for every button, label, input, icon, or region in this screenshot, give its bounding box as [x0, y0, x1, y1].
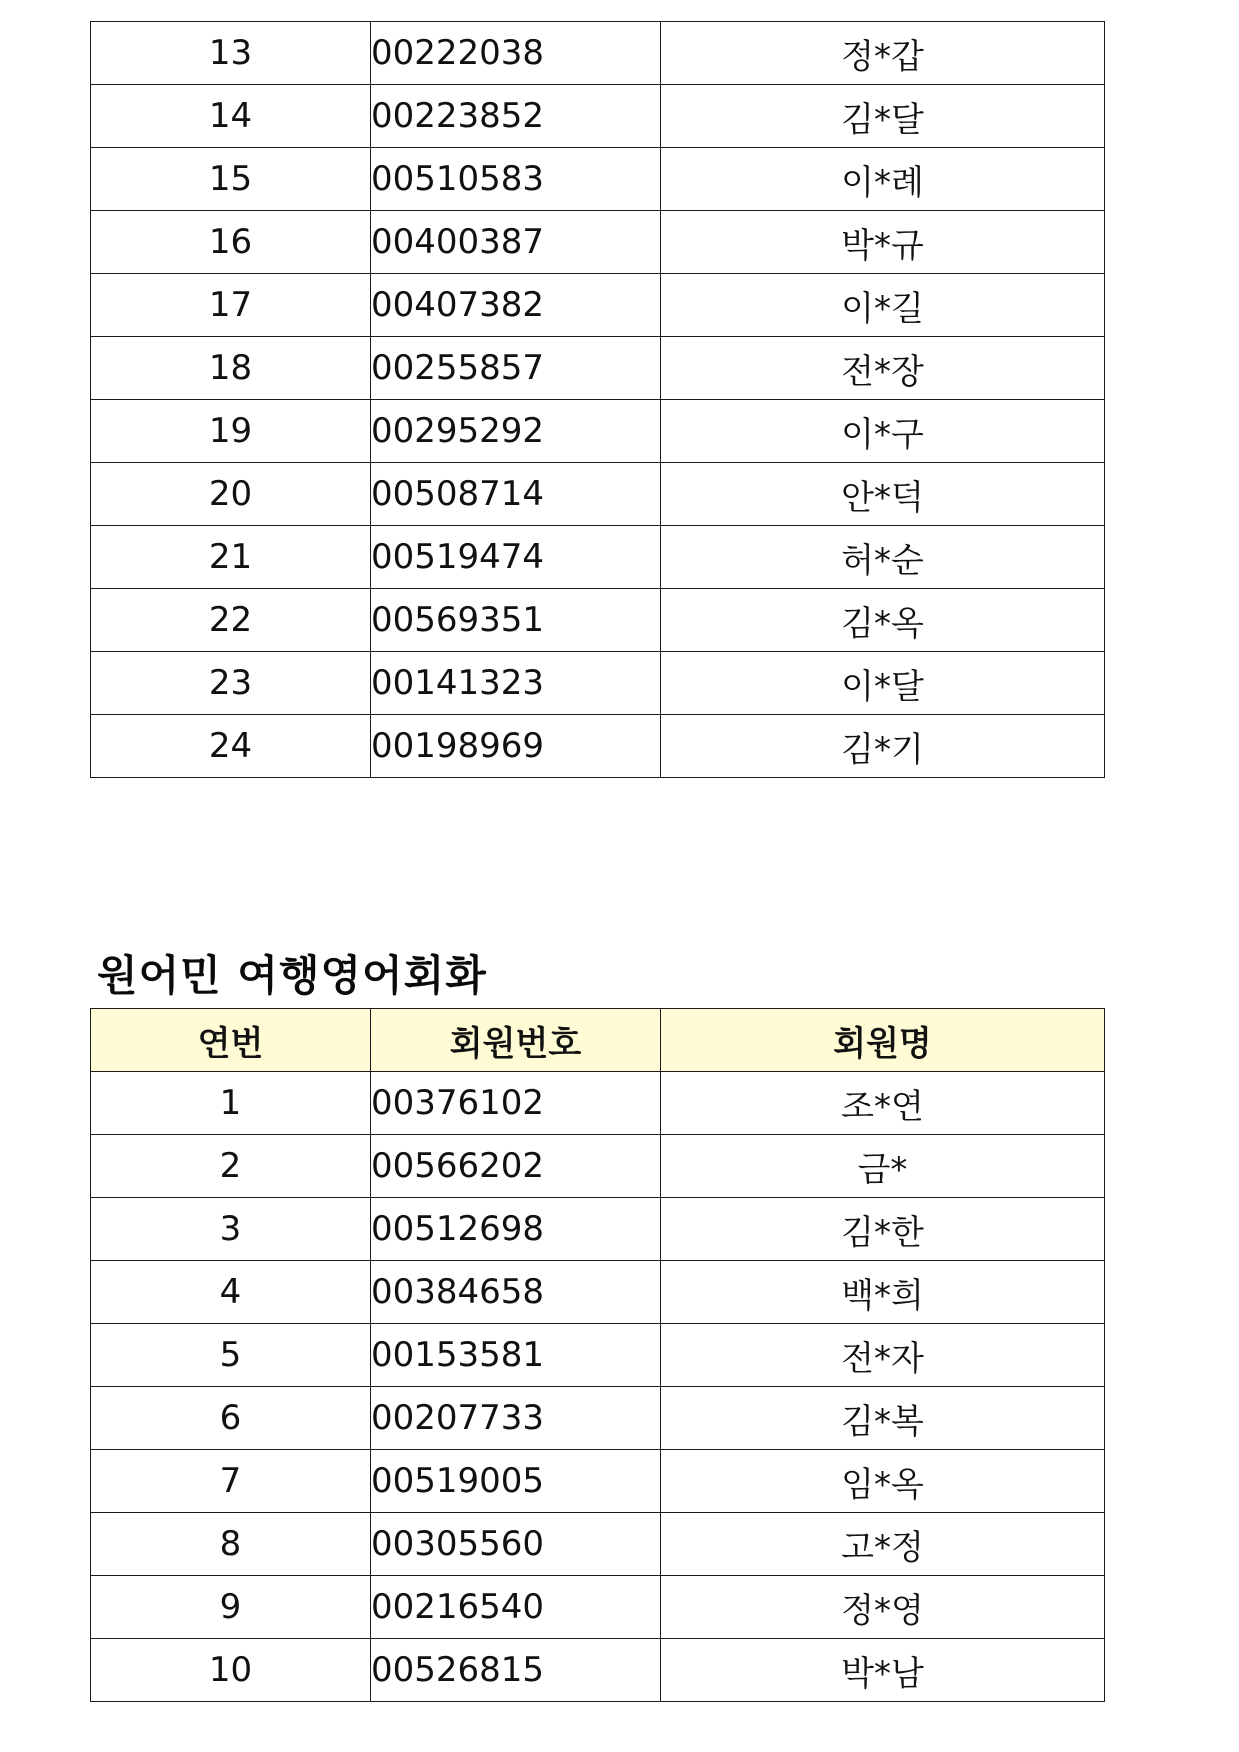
member-id-cell: 00569351 [371, 589, 661, 652]
table-row [91, 1072, 1105, 1135]
member-id-cell: 00223852 [371, 85, 661, 148]
table-row [91, 274, 1105, 337]
header-member-id: 회원번호 [371, 1009, 661, 1072]
member-id-cell: 00566202 [371, 1135, 661, 1198]
member-name-cell: 이*례 [661, 148, 1105, 211]
table-header-row [91, 1009, 1105, 1072]
member-name-cell: 김*한 [661, 1198, 1105, 1261]
member-name-cell: 허*순 [661, 526, 1105, 589]
member-id-cell: 00519474 [371, 526, 661, 589]
table-row [91, 148, 1105, 211]
member-id-cell: 00222038 [371, 22, 661, 85]
table-row [91, 1513, 1105, 1576]
member-name-cell: 이*길 [661, 274, 1105, 337]
serial-number-cell: 18 [91, 337, 371, 400]
section-title: 원어민 여행영어회화 [97, 951, 487, 1000]
member-id-cell: 00376102 [371, 1072, 661, 1135]
member-name-cell: 김*복 [661, 1387, 1105, 1450]
serial-number-cell: 20 [91, 463, 371, 526]
serial-number-cell: 10 [91, 1639, 371, 1702]
serial-number-cell: 24 [91, 715, 371, 778]
serial-number-cell: 14 [91, 85, 371, 148]
member-id-cell: 00141323 [371, 652, 661, 715]
table-row [91, 589, 1105, 652]
table-row [91, 1387, 1105, 1450]
serial-number-cell: 21 [91, 526, 371, 589]
member-id-cell: 00512698 [371, 1198, 661, 1261]
member-name-cell: 임*옥 [661, 1450, 1105, 1513]
member-id-cell: 00508714 [371, 463, 661, 526]
member-id-cell: 00216540 [371, 1576, 661, 1639]
header-serial-no: 연번 [91, 1009, 371, 1072]
member-name-cell: 정*영 [661, 1576, 1105, 1639]
member-name-cell: 정*갑 [661, 22, 1105, 85]
table-row [91, 1639, 1105, 1702]
serial-number-cell: 5 [91, 1324, 371, 1387]
member-name-cell: 조*연 [661, 1072, 1105, 1135]
serial-number-cell: 4 [91, 1261, 371, 1324]
member-id-cell: 00526815 [371, 1639, 661, 1702]
member-name-cell: 고*정 [661, 1513, 1105, 1576]
member-id-cell: 00255857 [371, 337, 661, 400]
member-name-cell: 박*남 [661, 1639, 1105, 1702]
member-table-top [90, 21, 1105, 778]
table-row [91, 1135, 1105, 1198]
member-name-cell: 박*규 [661, 211, 1105, 274]
table-row [91, 1324, 1105, 1387]
member-name-cell: 김*달 [661, 85, 1105, 148]
serial-number-cell: 7 [91, 1450, 371, 1513]
member-name-cell: 김*기 [661, 715, 1105, 778]
member-id-cell: 00407382 [371, 274, 661, 337]
member-table-top-body [91, 22, 1105, 778]
table-row [91, 400, 1105, 463]
member-id-cell: 00153581 [371, 1324, 661, 1387]
serial-number-cell: 3 [91, 1198, 371, 1261]
serial-number-cell: 8 [91, 1513, 371, 1576]
table-row [91, 652, 1105, 715]
member-id-cell: 00400387 [371, 211, 661, 274]
member-name-cell: 안*덕 [661, 463, 1105, 526]
member-table-bottom [90, 1008, 1105, 1702]
table-row [91, 1261, 1105, 1324]
member-id-cell: 00519005 [371, 1450, 661, 1513]
serial-number-cell: 19 [91, 400, 371, 463]
member-id-cell: 00384658 [371, 1261, 661, 1324]
serial-number-cell: 2 [91, 1135, 371, 1198]
serial-number-cell: 9 [91, 1576, 371, 1639]
table-row [91, 211, 1105, 274]
serial-number-cell: 23 [91, 652, 371, 715]
table-row [91, 463, 1105, 526]
table-row [91, 1198, 1105, 1261]
member-name-cell: 금* [661, 1135, 1105, 1198]
member-id-cell: 00207733 [371, 1387, 661, 1450]
member-name-cell: 김*옥 [661, 589, 1105, 652]
serial-number-cell: 15 [91, 148, 371, 211]
member-name-cell: 전*자 [661, 1324, 1105, 1387]
serial-number-cell: 1 [91, 1072, 371, 1135]
serial-number-cell: 17 [91, 274, 371, 337]
serial-number-cell: 16 [91, 211, 371, 274]
member-name-cell: 이*달 [661, 652, 1105, 715]
serial-number-cell: 6 [91, 1387, 371, 1450]
table-row [91, 715, 1105, 778]
table-row [91, 1576, 1105, 1639]
member-table-bottom-body [91, 1072, 1105, 1702]
serial-number-cell: 22 [91, 589, 371, 652]
member-name-cell: 백*희 [661, 1261, 1105, 1324]
member-name-cell: 전*장 [661, 337, 1105, 400]
member-id-cell: 00305560 [371, 1513, 661, 1576]
member-id-cell: 00295292 [371, 400, 661, 463]
table-row [91, 337, 1105, 400]
table-row [91, 1450, 1105, 1513]
member-name-cell: 이*구 [661, 400, 1105, 463]
member-id-cell: 00510583 [371, 148, 661, 211]
table-row [91, 85, 1105, 148]
member-id-cell: 00198969 [371, 715, 661, 778]
header-member-name: 회원명 [661, 1009, 1105, 1072]
table-row [91, 22, 1105, 85]
table-row [91, 526, 1105, 589]
serial-number-cell: 13 [91, 22, 371, 85]
